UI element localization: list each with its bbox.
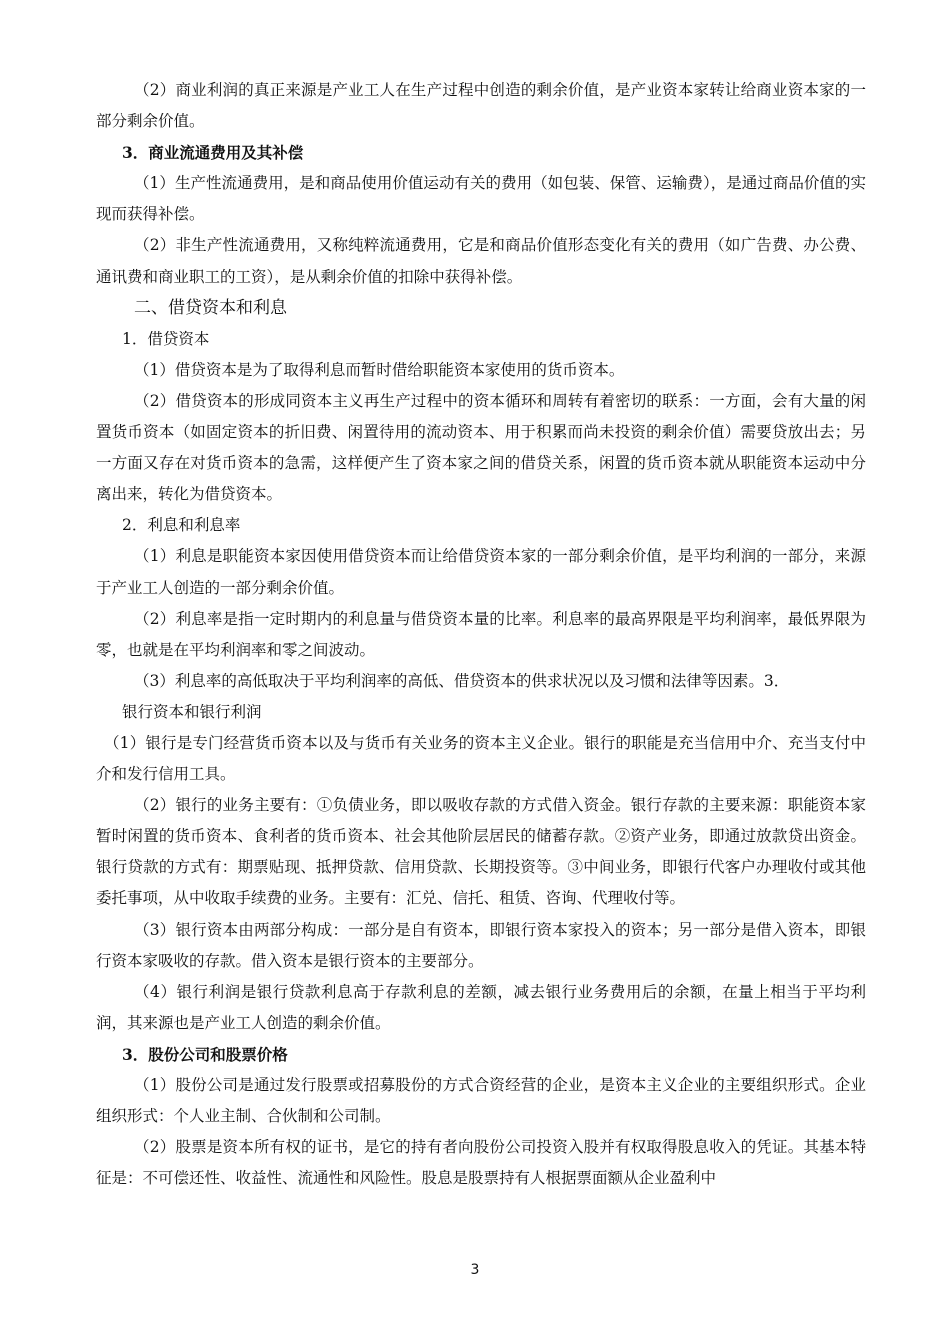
paragraph: （1）银行是专门经营货币资本以及与货币有关业务的资本主义企业。银行的职能是充当信用中介、充当支付中介和发行信用工具。 — [96, 733, 866, 784]
paragraph: （3）银行资本由两部分构成：一部分是自有资本，即银行资本家投入的资本；另一部分是借入资本，即银行资本家吸收的存款。借入资本是银行资本的主要部分。 — [96, 920, 866, 970]
paragraph: （2）商业利润的真正来源是产业工人在生产过程中创造的剩余价值，是产业资本家转让给商业资本家的一部分剩余价值。 — [96, 81, 866, 131]
paragraph: （4）银行利润是银行贷款利息高于存款利息的差额，减去银行业务费用后的余额，在量上相当于平均利润，其来源也是产业工人创造的剩余价值。 — [96, 982, 866, 1032]
paragraph: （2）非生产性流通费用，又称纯粹流通费用，它是和商品价值形态变化有关的费用（如广告费、办公费、通讯费和商业职工的工资），是从剩余价值的扣除中获得补偿。 — [96, 236, 866, 286]
body-text — [96, 75, 866, 1194]
paragraph: （2）银行的业务主要有：①负债业务，即以吸收存款的方式借入资金。银行存款的主要来源：职能资本家暂时闲置的货币资本、食利者的货币资本、社会其他阶层居民的储蓄存款。②资产业务，即通过放款贷出资金。银行贷款的方式有：期票贴现、抵押贷款、信用贷款、长期投资等。③中间业务，即银行代客户办理收付或其他委托事项，从中收取手续费的业务。主要有：汇兑、信托、租赁、咨询、代理收付等。 — [96, 796, 866, 908]
section-heading: 3．商业流通费用及其补偿 — [122, 143, 304, 163]
paragraph: （1）股份公司是通过发行股票或招募股份的方式合资经营的企业，是资本主义企业的主要组织形式。企业组织形式：个人业主制、合伙制和公司制。 — [96, 1076, 866, 1126]
paragraph: （1）借贷资本是为了取得利息而暂时借给职能资本家使用的货币资本。 — [134, 360, 625, 379]
section-heading: 1．借贷资本 — [122, 329, 210, 348]
section-heading: 银行资本和银行利润 — [122, 702, 262, 721]
paragraph: （3）利息率的高低取决于平均利润率的高低、借贷资本的供求状况以及习惯和法律等因素。3． — [134, 671, 790, 690]
section-heading: 2．利息和利息率 — [122, 516, 241, 535]
paragraph: （2）利息率是指一定时期内的利息量与借贷资本量的比率。利息率的最高界限是平均利润率，最低界限为零，也就是在平均利润率和零之间波动。 — [96, 609, 866, 659]
paragraph: （2）股票是资本所有权的证书，是它的持有者向股份公司投资入股并有权取得股息收入的凭证。其基本特征是：不可偿还性、收益性、流通性和风险性。股息是股票持有人根据票面额从企业盈利中 — [96, 1138, 866, 1188]
paragraph: （2）借贷资本的形成同资本主义再生产过程中的资本循环和周转有着密切的联系：一方面，会有大量的闲置货币资本（如固定资本的折旧费、闲置待用的流动资本、用于积累而尚未投资的剩余价值）需要贷放出去；另一方面又存在对货币资本的急需，这样便产生了资本家之间的借贷关系，闲置的货币资本就从职能资本运动中分离出来，转化为借贷资本。 — [96, 391, 866, 504]
paragraph: （1）利息是职能资本家因使用借贷资本而让给借贷资本家的一部分剩余价值，是平均利润的一部分，来源于产业工人创造的一部分剩余价值。 — [96, 547, 866, 597]
section-heading: 3．股份公司和股票价格 — [122, 1044, 288, 1064]
paragraph: （1）生产性流通费用，是和商品使用价值运动有关的费用（如包装、保管、运输费），是通过商品价值的实现而获得补偿。 — [96, 174, 866, 224]
page-number: 3 — [470, 1262, 480, 1278]
chapter-heading: 二、借贷资本和利息 — [134, 297, 287, 318]
